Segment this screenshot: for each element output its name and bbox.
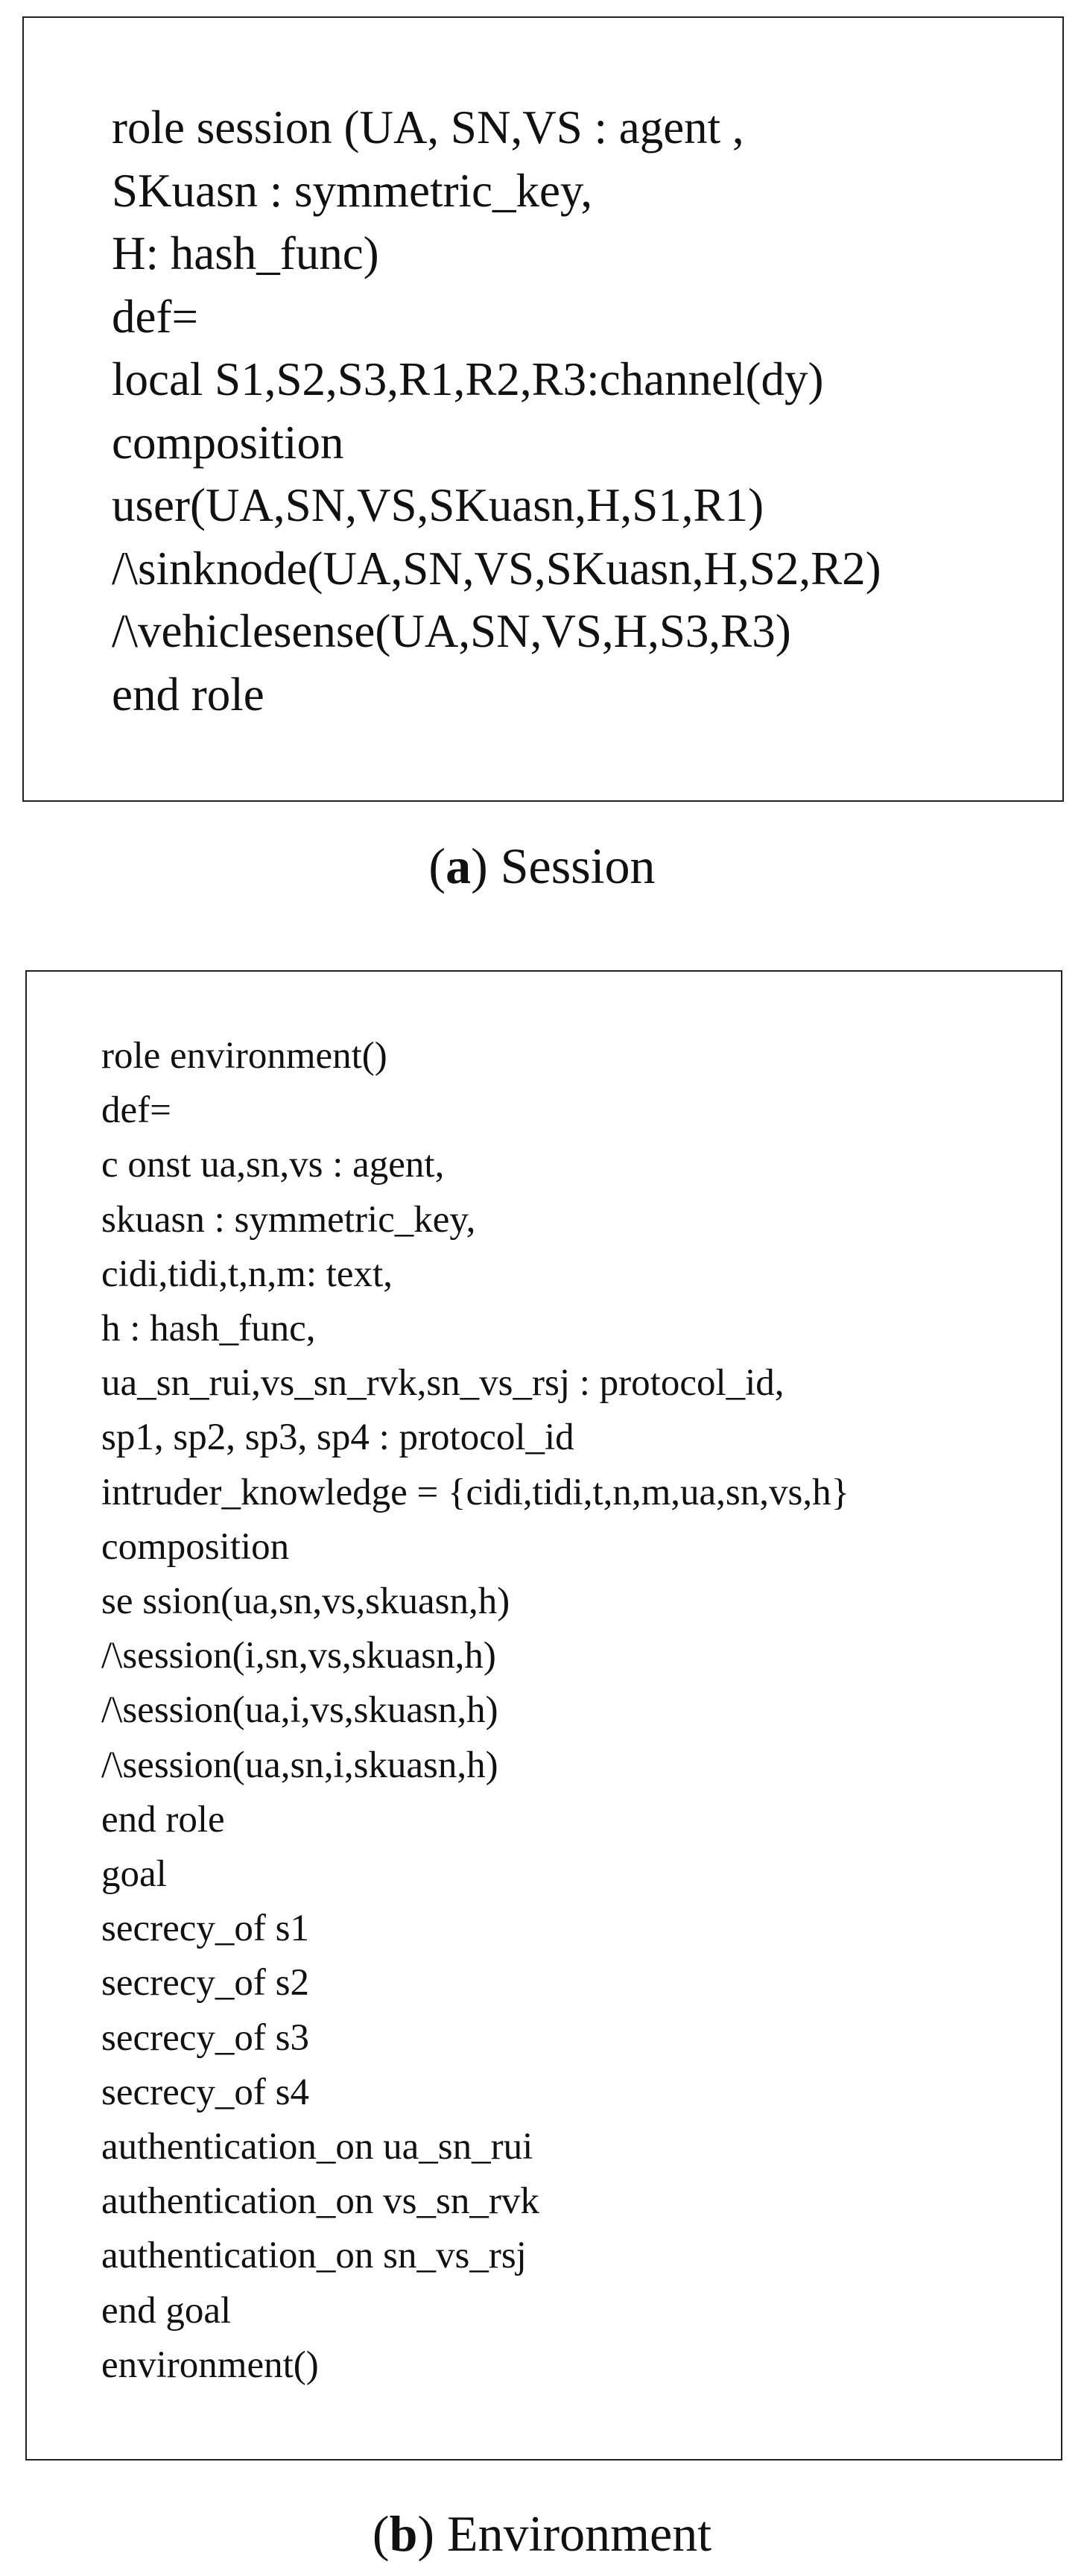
code-line: user(UA,SN,VS,SKuasn,H,S1,R1): [112, 479, 764, 531]
environment-caption: (b) Environment: [372, 2505, 712, 2562]
code-line: /\session(ua,sn,i,skuasn,h): [101, 1744, 498, 1786]
code-line: secrecy_of s2: [101, 1962, 309, 2004]
code-line: skuasn : symmetric_key,: [101, 1198, 476, 1241]
environment-code-listing: [101, 1029, 849, 2393]
session-caption-text: Session: [500, 838, 656, 894]
session-code-box: [22, 16, 1064, 802]
code-line: se ssion(ua,sn,vs,skuasn,h): [101, 1580, 510, 1623]
code-line: /\vehiclesense(UA,SN,VS,H,S3,R3): [112, 605, 791, 657]
code-line: h : hash_func,: [101, 1308, 316, 1350]
code-line: role session (UA, SN,VS : agent ,: [112, 101, 744, 154]
code-line: c onst ua,sn,vs : agent,: [101, 1144, 445, 1186]
environment-caption-label: b: [389, 2505, 418, 2562]
code-line: def=: [101, 1089, 171, 1132]
code-line: sp1, sp2, sp3, sp4 : protocol_id: [101, 1417, 574, 1459]
code-line: end role: [101, 1798, 225, 1841]
session-caption: (a) Session: [428, 838, 656, 894]
code-line: cidi,tidi,t,n,m: text,: [101, 1253, 393, 1295]
code-line: /\sinknode(UA,SN,VS,SKuasn,H,S2,R2): [112, 542, 881, 595]
session-code-listing: [112, 96, 881, 726]
code-line: intruder_knowledge = {cidi,tidi,t,n,m,ua,sn,vs,h}: [101, 1471, 850, 1513]
code-line: authentication_on ua_sn_rui: [101, 2126, 533, 2168]
code-line: secrecy_of s4: [101, 2071, 309, 2113]
code-line: goal: [101, 1853, 167, 1896]
code-line: /\session(ua,i,vs,skuasn,h): [101, 1689, 498, 1732]
environment-code-box: [25, 970, 1062, 2461]
code-line: ua_sn_rui,vs_sn_rvk,sn_vs_rsj : protocol_id,: [101, 1362, 785, 1405]
session-caption-label: a: [446, 838, 472, 894]
code-line: authentication_on vs_sn_rvk: [101, 2180, 539, 2223]
code-line: composition: [101, 1525, 290, 1568]
code-line: secrecy_of s3: [101, 2016, 309, 2059]
code-line: H: hash_func): [112, 227, 379, 279]
code-line: local S1,S2,S3,R1,R2,R3:channel(dy): [112, 353, 824, 405]
code-line: authentication_on sn_vs_rsj: [101, 2235, 527, 2277]
code-line: end role: [112, 668, 264, 721]
environment-caption-text: Environment: [447, 2505, 712, 2562]
code-line: environment(): [101, 2344, 319, 2386]
code-line: secrecy_of s1: [101, 1908, 309, 1950]
code-line: /\session(i,sn,vs,skuasn,h): [101, 1635, 496, 1677]
code-line: role environment(): [101, 1035, 387, 1077]
code-line: def=: [112, 290, 198, 343]
code-line: end goal: [101, 2289, 232, 2332]
code-line: composition: [112, 416, 344, 469]
code-line: SKuasn : symmetric_key,: [112, 164, 593, 217]
